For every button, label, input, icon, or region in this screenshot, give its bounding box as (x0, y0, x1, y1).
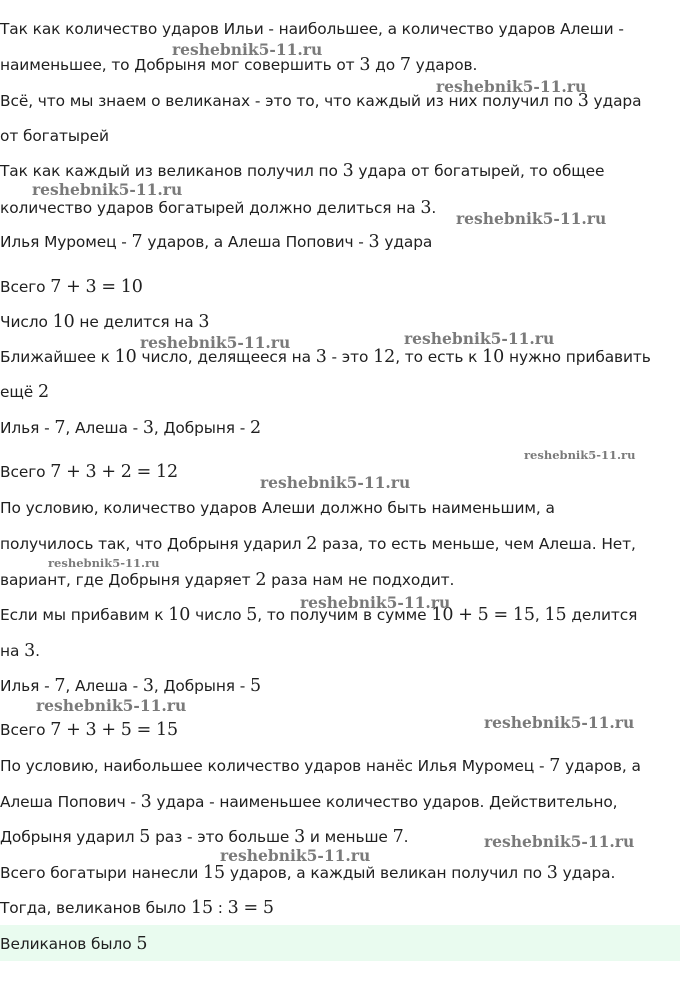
text-line: Тогда, великанов было 15 : 3 = 5 (0, 898, 274, 918)
watermark: reshebnik5-11.ru (436, 77, 587, 96)
text-line: Илья - 7, Алеша - 3, Добрыня - 5 (0, 676, 262, 696)
text-line: на 3. (0, 641, 40, 661)
text-line: Если мы прибавим к 10 число 5, то получим в сумме 10 + 5 = 15, 15 делится (0, 605, 638, 625)
text-line: Ближайшее к 10 число, делящееся на 3 - это 12, то есть к 10 нужно прибавить (0, 347, 651, 367)
watermark: reshebnik5-11.ru (260, 473, 411, 492)
text-line: Так как каждый из великанов получил по 3 удара от богатырей, то общее (0, 161, 605, 181)
watermark: reshebnik5-11.ru (484, 713, 635, 732)
text-line: Илья - 7, Алеша - 3, Добрыня - 2 (0, 418, 262, 438)
text-line: Илья Муромец - 7 ударов, а Алеша Попович - 3 удара (0, 232, 433, 252)
watermark: reshebnik5-11.ru (140, 333, 291, 352)
answer-box (0, 925, 680, 961)
watermark: reshebnik5-11.ru (300, 593, 451, 612)
text-line: вариант, где Добрыня ударяет 2 раза нам не подходит. (0, 570, 455, 590)
watermark: reshebnik5-11.ru (404, 329, 555, 348)
watermark: reshebnik5-11.ru (456, 209, 607, 228)
text-line: от богатырей (0, 127, 109, 145)
text-line: По условию, наибольшее количество ударов нанёс Илья Муромец - 7 ударов, а (0, 756, 641, 776)
text-line: количество ударов богатырей должно делиться на 3. (0, 198, 437, 218)
text-line: Алеша Попович - 3 удара - наименьшее количество ударов. Действительно, (0, 792, 618, 812)
watermark: reshebnik5-11.ru (32, 180, 183, 199)
text-line: Всего 7 + 3 + 2 = 12 (0, 462, 179, 482)
text-line: наименьшее, то Добрыня мог совершить от 3 до 7 ударов. (0, 55, 478, 75)
watermark: reshebnik5-11.ru (172, 40, 323, 59)
watermark: reshebnik5-11.ru (220, 846, 371, 865)
text-line: Всего 7 + 3 = 10 (0, 277, 143, 297)
text-line: ещё 2 (0, 382, 49, 402)
watermark: reshebnik5-11.ru (48, 556, 160, 570)
text-line: получилось так, что Добрыня ударил 2 раза, то есть меньше, чем Алеша. Нет, (0, 534, 636, 554)
text-line: Так как количество ударов Ильи - наибольшее, а количество ударов Алеши - (0, 20, 624, 38)
text-line: По условию, количество ударов Алеши должно быть наименьшим, а (0, 499, 555, 517)
text-line: Добрыня ударил 5 раз - это больше 3 и меньше 7. (0, 827, 409, 847)
answer-text: Великанов было 5 (0, 934, 148, 954)
text-line: Всего 7 + 3 + 5 = 15 (0, 720, 179, 740)
watermark: reshebnik5-11.ru (524, 448, 636, 462)
text-line: Всё, что мы знаем о великанах - это то, что каждый из них получил по 3 удара (0, 91, 642, 111)
watermark: reshebnik5-11.ru (36, 696, 187, 715)
text-line: Число 10 не делится на 3 (0, 312, 210, 332)
text-line: Всего богатыри нанесли 15 ударов, а каждый великан получил по 3 удара. (0, 863, 616, 883)
watermark: reshebnik5-11.ru (484, 832, 635, 851)
